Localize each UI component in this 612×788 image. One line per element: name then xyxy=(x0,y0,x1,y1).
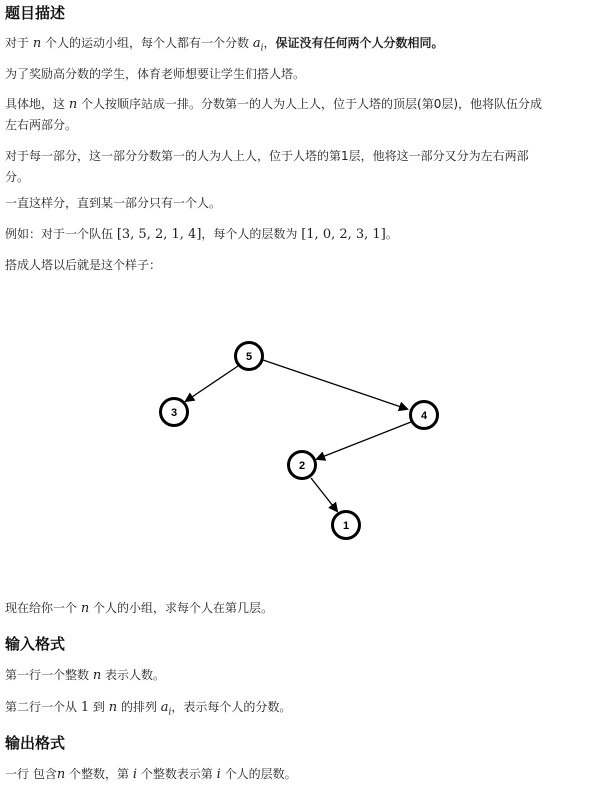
math-n: n xyxy=(32,36,42,51)
paragraph-detail: 具体地，这 n 个人按顺序站成一排。分数第一的人为人上人，位于人塔的顶层(第0层)，他将队伍分成 左右两部分。 xyxy=(5,97,543,132)
bold-constraint: 保证没有任何两个人分数相同。 xyxy=(275,36,444,50)
math-array-team: [3, 5, 2, 1, 4] xyxy=(116,227,202,242)
paragraph-intro: 对于 n 个人的运动小组，每个人都有一个分数 $a_i$，保证没有任何两个人分数相同。 xyxy=(5,36,444,54)
tree-edge-5-4 xyxy=(263,360,407,409)
tree-node-5 xyxy=(236,343,263,370)
section-title-description: 题目描述 xyxy=(5,4,66,22)
section-title-input: 输入格式 xyxy=(5,635,66,653)
paragraph-repeat: 一直这样分，直到某一部分只有一个人。 xyxy=(5,196,222,210)
math-ai: $a_i$ xyxy=(252,36,264,54)
tree-node-1 xyxy=(333,512,360,539)
section-title-output: 输出格式 xyxy=(5,734,66,752)
svg-text:2: 2 xyxy=(298,460,306,472)
svg-text:5: 5 xyxy=(245,351,253,363)
paragraph-input-line2: 第二行一个从 1 到 n 的排列 $a_i$，表示每个人的分数。 xyxy=(5,700,292,718)
tree-node-2 xyxy=(289,452,316,479)
tree-edge-2-1 xyxy=(311,478,337,511)
math-array-levels: [1, 0, 2, 3, 1] xyxy=(301,227,386,242)
paragraph-output-line1: 一行 包含n 个整数，第 i 个整数表示第 i 个人的层数。 xyxy=(5,767,297,782)
svg-text:4: 4 xyxy=(420,410,428,422)
svg-text:3: 3 xyxy=(170,407,178,419)
svg-text:1: 1 xyxy=(342,520,350,532)
tree-node-3 xyxy=(161,399,188,426)
paragraph-reward: 为了奖励高分数的学生，体育老师想要让学生们搭人塔。 xyxy=(5,67,306,81)
paragraph-figure-caption: 搭成人塔以后就是这个样子： xyxy=(5,258,162,272)
paragraph-question: 现在给你一个 n 个人的小组，求每个人在第几层。 xyxy=(5,601,274,616)
tree-edge-4-2 xyxy=(317,422,411,459)
tree-node-4 xyxy=(411,402,438,429)
tree-edge-5-3 xyxy=(186,366,238,401)
paragraph-input-line1: 第一行一个整数 n 表示人数。 xyxy=(5,668,166,683)
paragraph-example: 例如：对于一个队伍 [3, 5, 2, 1, 4]，每个人的层数为 [1, 0, 2, 3, 1]。 xyxy=(5,227,398,242)
paragraph-each-part: 对于每一部分，这一部分分数第一的人为人上人，位于人塔的第1层，他将这一部分又分为左右两部 分。 xyxy=(5,149,529,184)
